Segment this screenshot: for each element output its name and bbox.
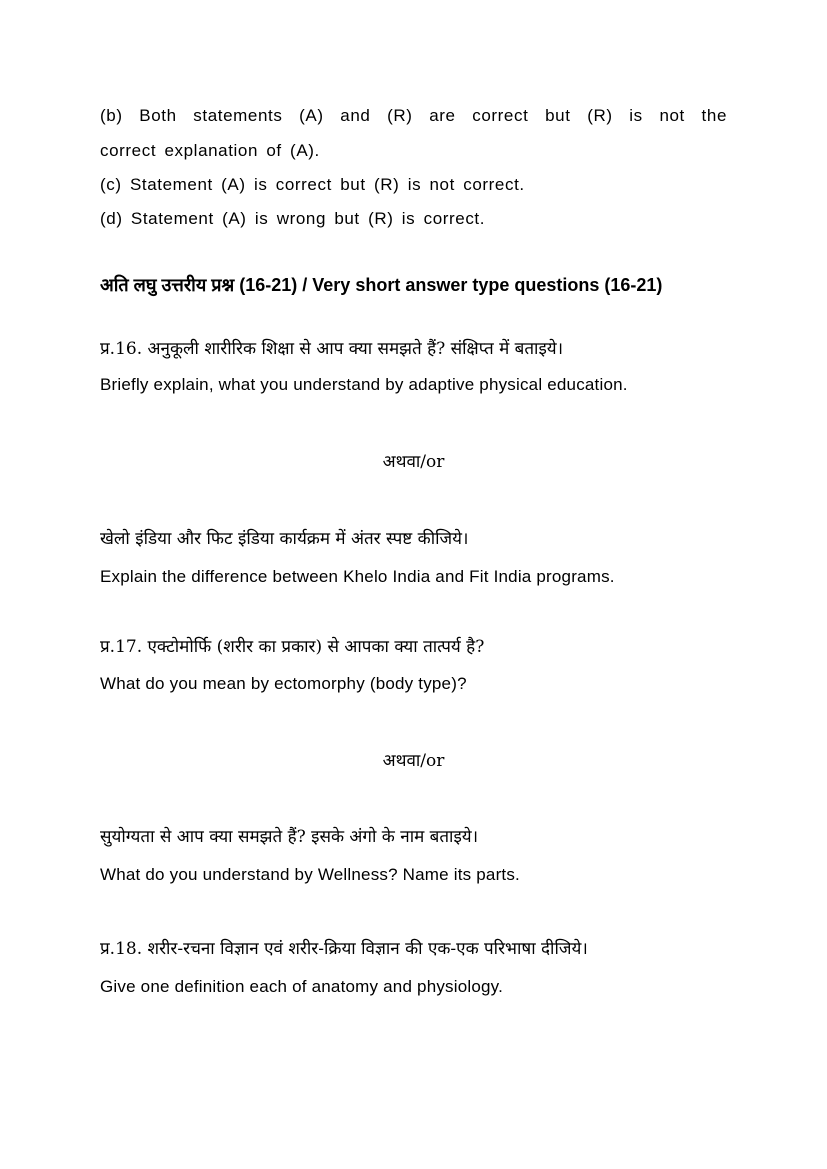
section-heading: अति लघु उत्तरीय प्रश्न (16-21) / Very short answer type questions (16-21) [100, 275, 663, 295]
option-c: (c) Statement (A) is correct but (R) is not correct. [100, 175, 525, 194]
question-17-alt-english: What do you understand by Wellness? Name its parts. [100, 865, 520, 884]
question-17-hindi: प्र.17. एक्टोमोर्फि (शरीर का प्रकार) से आपका क्या तात्पर्य है? [100, 637, 485, 657]
question-16-hindi: प्र.16. अनुकूली शारीरिक शिक्षा से आप क्या समझते हैं? संक्षिप्त में बताइये। [100, 339, 564, 359]
question-18-hindi: प्र.18. शरीर-रचना विज्ञान एवं शरीर-क्रिया विज्ञान की एक-एक परिभाषा दीजिये। [100, 939, 588, 959]
question-16-english: Briefly explain, what you understand by adaptive physical education. [100, 375, 628, 394]
option-b-line-2: correct explanation of (A). [100, 141, 320, 160]
option-b-line-1: (b) Both statements (A) and (R) are correct but (R) is not the [100, 106, 727, 125]
or-separator: अथवा/or [382, 452, 445, 472]
or-separator: अथवा/or [382, 751, 445, 771]
option-d: (d) Statement (A) is wrong but (R) is correct. [100, 209, 486, 228]
question-17-alt-hindi: सुयोग्यता से आप क्या समझते हैं? इसके अंगो के नाम बताइये। [100, 827, 479, 847]
question-18-english: Give one definition each of anatomy and physiology. [100, 977, 504, 996]
question-16-alt-english: Explain the difference between Khelo India and Fit India programs. [100, 567, 615, 586]
question-16-alt-hindi: खेलो इंडिया और फिट इंडिया कार्यक्रम में अंतर स्पष्ट कीजिये। [100, 529, 469, 549]
question-17-english: What do you mean by ectomorphy (body type)? [100, 674, 467, 693]
